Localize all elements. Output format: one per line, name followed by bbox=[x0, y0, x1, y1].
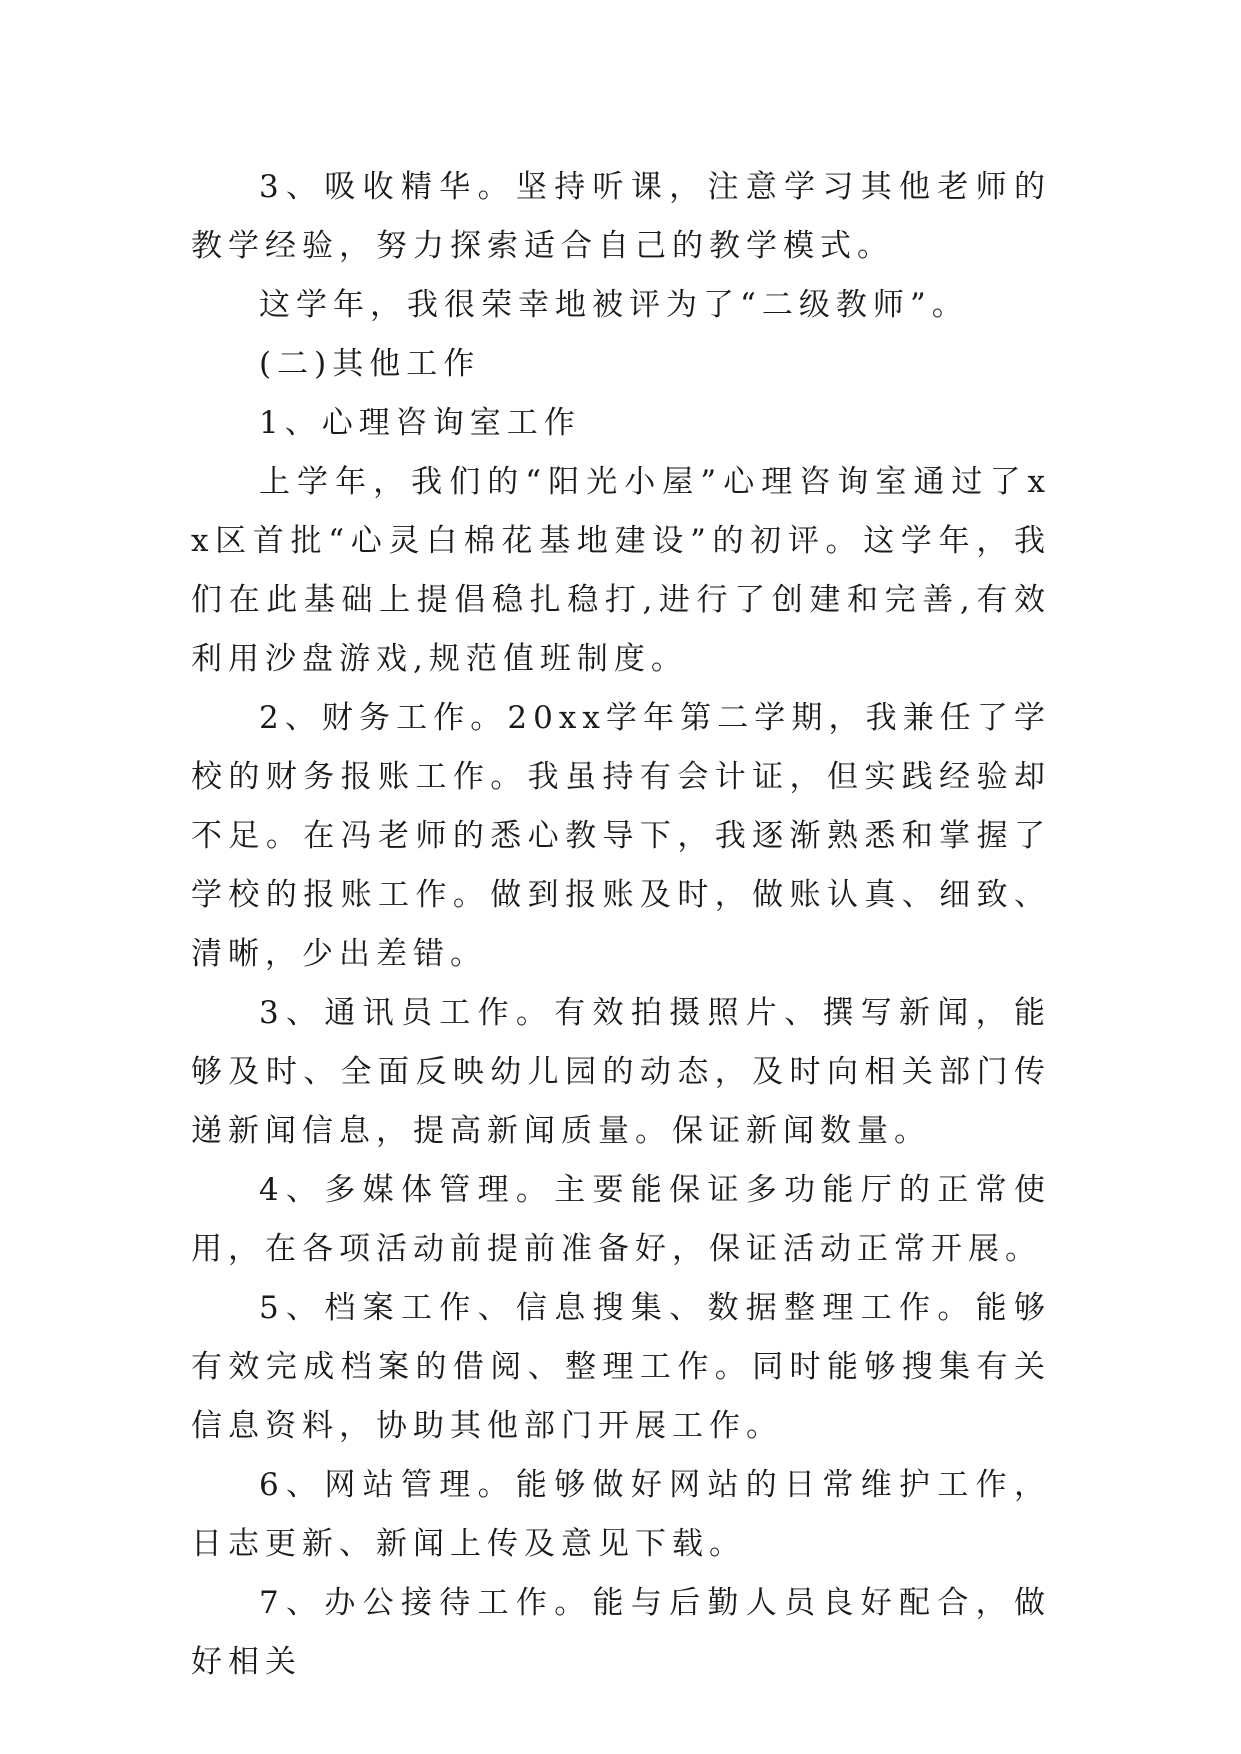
paragraph-multimedia-management: 4、多媒体管理。主要能保证多功能厅的正常使用，在各项活动前提前准备好，保证活动正常开展。 bbox=[191, 1172, 1051, 1267]
paragraph-teacher-title: 这学年，我很荣幸地被评为了“二级教师”。 bbox=[259, 287, 969, 323]
paragraph-finance-work: 2、财务工作。20xx学年第二学期，我兼任了学校的财务报账工作。我虽持有会计证，但实践经验却不足。在冯老师的悉心教导下，我逐渐熟悉和掌握了学校的报账工作。做到报账及时，做账认真、细致、清晰，少出差错。 bbox=[191, 700, 1051, 972]
document-body bbox=[191, 158, 1051, 1692]
paragraph-office-reception: 7、办公接待工作。能与后勤人员良好配合，做好相关 bbox=[191, 1585, 1051, 1680]
paragraph-correspondent-work: 3、通讯员工作。有效拍摄照片、撰写新闻，能够及时、全面反映幼儿园的动态，及时向相关部门传递新闻信息，提高新闻质量。保证新闻数量。 bbox=[191, 995, 1051, 1149]
section-heading-other-work: (二)其他工作 bbox=[259, 346, 481, 382]
subheading-counseling-room: 1、心理咨询室工作 bbox=[259, 405, 581, 441]
paragraph-archive-work: 5、档案工作、信息搜集、数据整理工作。能够有效完成档案的借阅、整理工作。同时能够搜集有关信息资料，协助其他部门开展工作。 bbox=[191, 1290, 1051, 1444]
paragraph-website-management: 6、网站管理。能够做好网站的日常维护工作，日志更新、新闻上传及意见下载。 bbox=[191, 1467, 1051, 1562]
paragraph-counseling-room: 上学年，我们的“阳光小屋”心理咨询室通过了xx区首批“心灵白棉花基地建设”的初评。这学年，我们在此基础上提倡稳扎稳打,进行了创建和完善,有效利用沙盘游戏,规范值班制度。 bbox=[191, 464, 1051, 677]
paragraph-absorb-essence: 3、吸收精华。坚持听课，注意学习其他老师的教学经验，努力探索适合自己的教学模式。 bbox=[191, 169, 1051, 264]
